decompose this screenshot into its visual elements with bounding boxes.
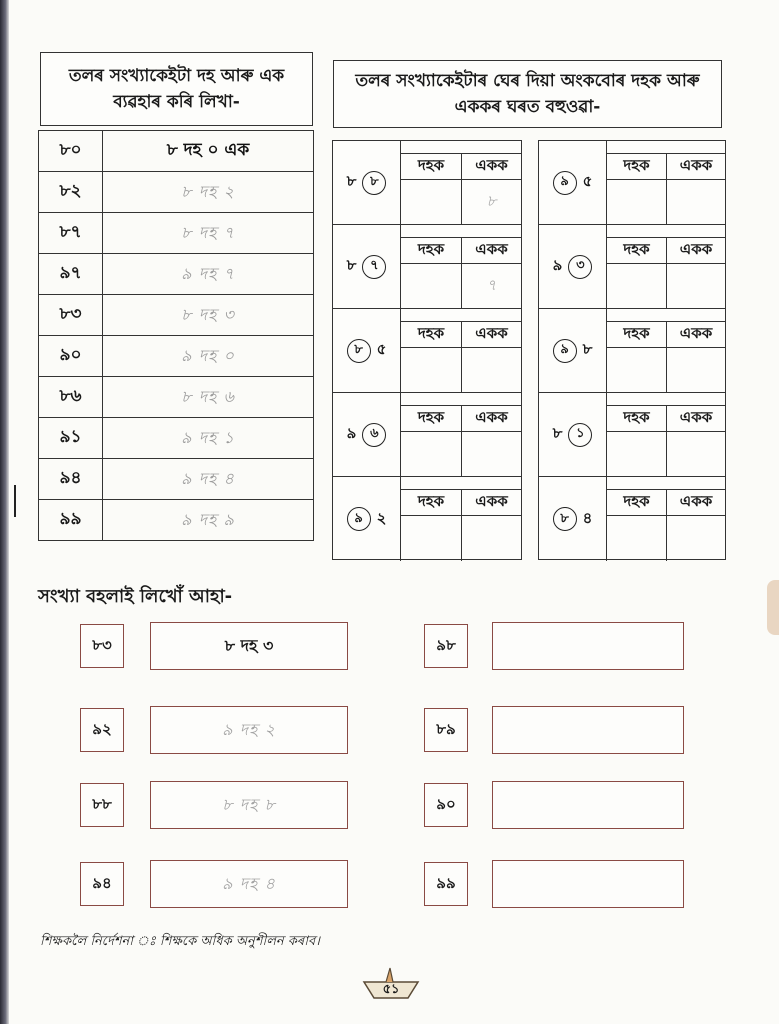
expand-answer[interactable]: ৯ দহ ৪ bbox=[150, 860, 348, 908]
place-value-column-1 bbox=[332, 140, 522, 560]
ones-digit: ৪ bbox=[582, 508, 593, 527]
expand-number: ৯৪ bbox=[80, 862, 124, 906]
circled-digit: ৬ bbox=[362, 423, 386, 447]
circled-digit: ৯ bbox=[553, 339, 577, 363]
given-number bbox=[539, 477, 607, 561]
row-answer[interactable]: ৯ দহ ১ bbox=[103, 418, 314, 459]
row-number: ৮০ bbox=[39, 131, 103, 172]
ones-header: একক bbox=[461, 153, 521, 179]
ones-header: একক bbox=[461, 489, 521, 515]
table-row bbox=[39, 336, 314, 377]
ones-cell[interactable] bbox=[666, 431, 725, 476]
table-row bbox=[39, 500, 314, 541]
ones-header: একক bbox=[666, 153, 725, 179]
ones-cell[interactable] bbox=[461, 515, 521, 561]
row-number: ৮৩ bbox=[39, 295, 103, 336]
tens-header: দহক bbox=[607, 321, 666, 347]
given-number bbox=[539, 309, 607, 392]
circled-digit: ৯ bbox=[553, 171, 577, 195]
margin-mark bbox=[14, 485, 16, 517]
table-row bbox=[39, 295, 314, 336]
ones-cell[interactable]: ৭ bbox=[461, 263, 521, 308]
expand-answer[interactable]: ৯ দহ ২ bbox=[150, 706, 348, 754]
row-answer[interactable]: ৯ দহ ৭ bbox=[103, 254, 314, 295]
ones-header: একক bbox=[666, 237, 725, 263]
table-row bbox=[39, 131, 314, 172]
place-value-block bbox=[539, 141, 725, 225]
tens-header: দহক bbox=[607, 405, 666, 431]
place-value-block bbox=[539, 393, 725, 477]
table-row bbox=[39, 418, 314, 459]
place-value-grid bbox=[607, 153, 725, 224]
ones-header: একক bbox=[461, 237, 521, 263]
row-answer[interactable]: ৯ দহ ৪ bbox=[103, 459, 314, 500]
tens-cell[interactable] bbox=[401, 347, 461, 392]
row-number: ৯১ bbox=[39, 418, 103, 459]
place-value-grid bbox=[607, 237, 725, 308]
given-number bbox=[333, 477, 401, 561]
given-number bbox=[539, 393, 607, 476]
expand-answer[interactable]: ৮ দহ ৮ bbox=[150, 781, 348, 829]
expand-number: ৯০ bbox=[424, 783, 468, 827]
expand-answer[interactable] bbox=[492, 622, 684, 670]
row-number: ৮৬ bbox=[39, 377, 103, 418]
ones-cell[interactable] bbox=[666, 179, 725, 224]
ones-cell[interactable] bbox=[666, 263, 725, 308]
circled-digit: ৮ bbox=[347, 339, 371, 363]
tens-header: দহক bbox=[401, 405, 461, 431]
row-answer[interactable]: ৮ দহ ২ bbox=[103, 172, 314, 213]
tens-cell[interactable] bbox=[607, 263, 666, 308]
row-number: ৯৪ bbox=[39, 459, 103, 500]
ones-header: একক bbox=[666, 489, 725, 515]
row-answer[interactable]: ৯ দহ ৯ bbox=[103, 500, 314, 541]
expand-answer[interactable] bbox=[492, 781, 684, 829]
place-value-block bbox=[539, 225, 725, 309]
row-answer[interactable]: ৮ দহ ৩ bbox=[103, 295, 314, 336]
expand-number: ৯২ bbox=[80, 708, 124, 752]
page-number-badge bbox=[360, 966, 422, 1000]
place-value-grid bbox=[607, 321, 725, 392]
tens-header: দহক bbox=[607, 237, 666, 263]
instruction-right: তলৰ সংখ্যাকেইটাৰ ঘেৰ দিয়া অংকবোৰ দহক আৰু এককৰ ঘৰত বহুওৱা- bbox=[333, 60, 722, 128]
instruction-left: তলৰ সংখ্যাকেইটা দহ আৰু এক ব্যৱহাৰ কৰি লিখা- bbox=[40, 52, 313, 126]
row-number: ৮৭ bbox=[39, 213, 103, 254]
given-number bbox=[333, 225, 401, 308]
place-value-grid bbox=[401, 153, 521, 224]
place-value-block bbox=[333, 477, 521, 561]
circled-digit: ৮ bbox=[362, 171, 386, 195]
expand-number: ৮৩ bbox=[80, 624, 124, 668]
tens-header: দহক bbox=[401, 321, 461, 347]
expand-number: ৮৮ bbox=[80, 783, 124, 827]
place-value-grid bbox=[401, 321, 521, 392]
place-value-block bbox=[539, 477, 725, 561]
place-value-grid bbox=[401, 405, 521, 476]
place-value-grid bbox=[607, 489, 725, 561]
thumb-edge bbox=[767, 580, 779, 635]
tens-digit: ৮ bbox=[552, 424, 563, 442]
place-value-block bbox=[333, 225, 521, 309]
row-number: ৯৯ bbox=[39, 500, 103, 541]
expand-number: ৯৯ bbox=[424, 862, 468, 906]
tens-cell[interactable] bbox=[607, 179, 666, 224]
tens-header: দহক bbox=[401, 153, 461, 179]
ones-cell[interactable] bbox=[666, 515, 725, 561]
tens-cell[interactable] bbox=[607, 347, 666, 392]
place-value-block bbox=[333, 393, 521, 477]
row-number: ৯০ bbox=[39, 336, 103, 377]
row-answer[interactable]: ৮ দহ ৬ bbox=[103, 377, 314, 418]
row-number: ৮২ bbox=[39, 172, 103, 213]
table-row bbox=[39, 254, 314, 295]
book-spine bbox=[0, 0, 9, 1024]
tens-header: দহক bbox=[401, 237, 461, 263]
table-row bbox=[39, 213, 314, 254]
ones-digit: ২ bbox=[376, 508, 387, 527]
ones-cell[interactable]: ৮ bbox=[461, 179, 521, 224]
tens-cell[interactable] bbox=[401, 263, 461, 308]
ones-digit: ৮ bbox=[582, 340, 593, 358]
row-number: ৯৭ bbox=[39, 254, 103, 295]
tens-header: দহক bbox=[401, 489, 461, 515]
given-number bbox=[539, 141, 607, 224]
given-number bbox=[333, 309, 401, 392]
tens-digit: ৯ bbox=[346, 424, 357, 442]
given-number bbox=[539, 225, 607, 308]
ones-cell[interactable] bbox=[461, 347, 521, 392]
expand-number: ৯৮ bbox=[424, 624, 468, 668]
circled-digit: ৮ bbox=[553, 507, 577, 531]
place-value-block bbox=[333, 309, 521, 393]
place-value-column-2 bbox=[538, 140, 726, 560]
tens-header: দহক bbox=[607, 153, 666, 179]
tens-digit: ৮ bbox=[346, 172, 357, 190]
expand-answer[interactable]: ৮ দহ ৩ bbox=[150, 622, 348, 670]
tens-cell[interactable] bbox=[401, 431, 461, 476]
tens-digit: ৯ bbox=[552, 256, 563, 274]
tens-cell[interactable] bbox=[607, 431, 666, 476]
tens-header: দহক bbox=[607, 489, 666, 515]
given-number bbox=[333, 393, 401, 476]
place-value-block bbox=[539, 309, 725, 393]
row-answer[interactable]: ৮ দহ ০ এক bbox=[103, 131, 314, 172]
table-row bbox=[39, 172, 314, 213]
tens-cell[interactable] bbox=[401, 179, 461, 224]
ones-header: একক bbox=[666, 321, 725, 347]
place-value-grid bbox=[401, 489, 521, 561]
circled-digit: ৯ bbox=[347, 507, 371, 531]
ones-header: একক bbox=[666, 405, 725, 431]
circled-digit: ৭ bbox=[362, 255, 386, 279]
place-value-block bbox=[333, 141, 521, 225]
row-answer[interactable]: ৮ দহ ৭ bbox=[103, 213, 314, 254]
ones-cell[interactable] bbox=[666, 347, 725, 392]
expand-answer[interactable] bbox=[492, 706, 684, 754]
tens-cell[interactable] bbox=[607, 515, 666, 561]
ones-header: একক bbox=[461, 321, 521, 347]
section-title: সংখ্যা বহলাই লিখোঁ আহা- bbox=[38, 586, 233, 607]
table-row bbox=[39, 377, 314, 418]
ones-digit: ৫ bbox=[376, 340, 387, 358]
given-number bbox=[333, 141, 401, 224]
circled-digit: ৩ bbox=[568, 255, 592, 279]
tens-ones-table bbox=[38, 130, 314, 541]
row-answer[interactable]: ৯ দহ ০ bbox=[103, 336, 314, 377]
expand-number: ৮৯ bbox=[424, 708, 468, 752]
place-value-grid bbox=[607, 405, 725, 476]
table-row bbox=[39, 459, 314, 500]
tens-cell[interactable] bbox=[401, 515, 461, 561]
teacher-note: শিক্ষকলৈ নির্দেশনা ঃ শিক্ষকে অধিক অনুশীলন কৰাব। bbox=[40, 934, 320, 949]
expand-answer[interactable] bbox=[492, 860, 684, 908]
place-value-grid bbox=[401, 237, 521, 308]
ones-header: একক bbox=[461, 405, 521, 431]
tens-digit: ৮ bbox=[346, 256, 357, 274]
circled-digit: ১ bbox=[568, 423, 592, 447]
ones-cell[interactable] bbox=[461, 431, 521, 476]
page-number: ৫১ bbox=[382, 982, 400, 997]
ones-digit: ৫ bbox=[582, 172, 593, 190]
